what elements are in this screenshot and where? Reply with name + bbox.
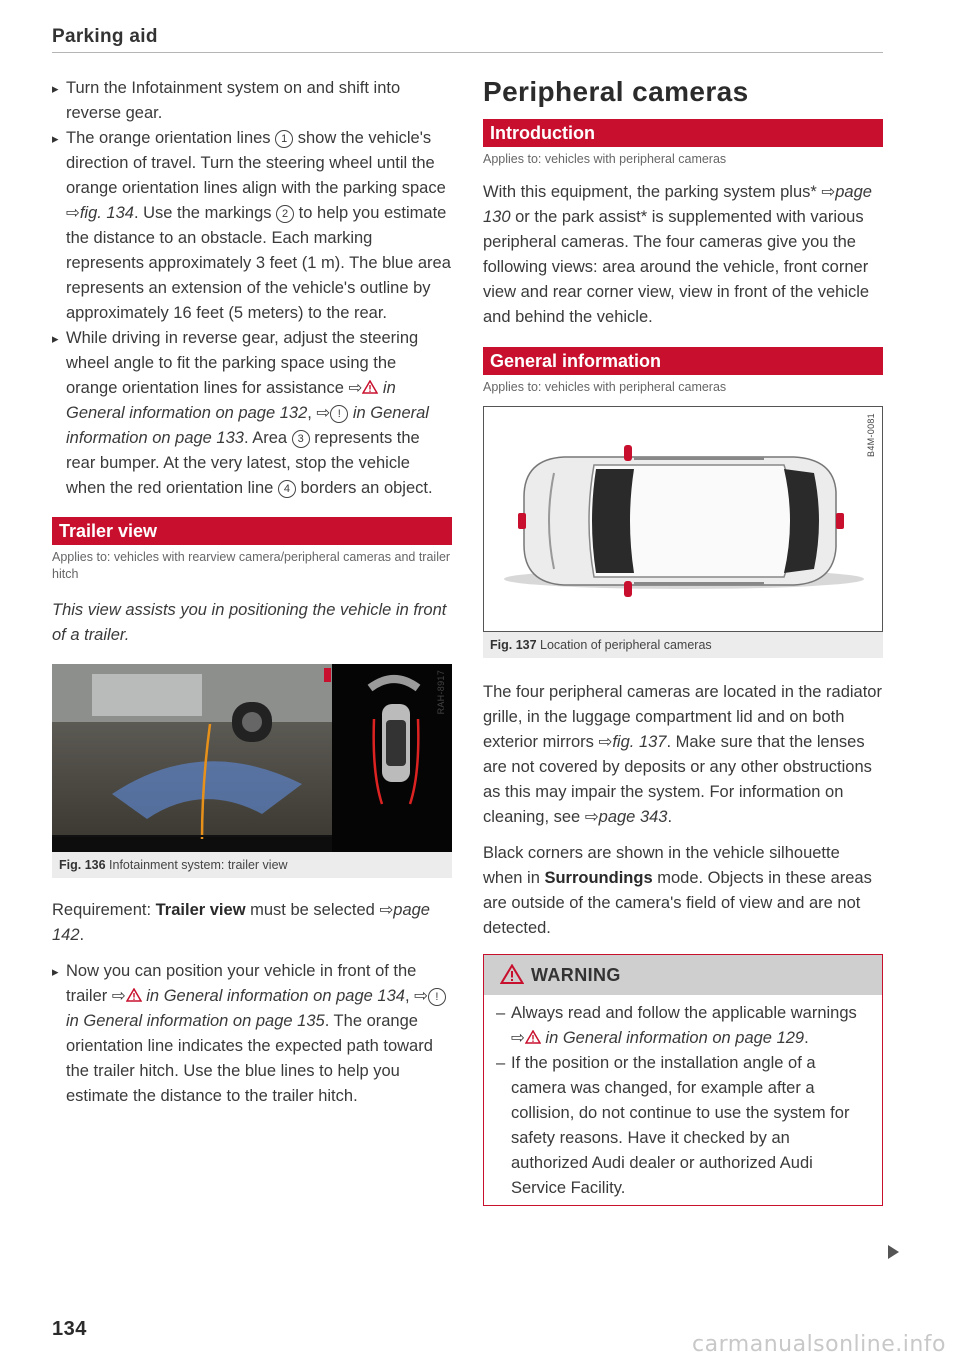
arrow-ref-icon: ⇨ bbox=[511, 1029, 525, 1047]
warning-triangle-icon bbox=[362, 380, 378, 394]
list-item: ▸ The orange orientation lines 1 show the vehicle's direction of travel. Turn the steering wheel until the orange orientation lines align with the parking space ⇨fig. 134. Use the markings 2 to help you estimate the distance to an obstacle. Each marking represents approximately 3 feet (1 m). The blue area represents an extension of the vehicle's outline by approximately 16 feet (5 meters) to the rear. bbox=[52, 126, 452, 326]
figure-caption: Fig. 136 Infotainment system: trailer view bbox=[59, 858, 288, 872]
arrow-ref-icon: ⇨ bbox=[598, 733, 613, 751]
watermark: carmanualsonline.info bbox=[692, 1332, 946, 1357]
page-ref-link[interactable]: page 343 bbox=[598, 808, 668, 826]
warning-header bbox=[484, 955, 882, 995]
arrow-ref-icon: ⇨ bbox=[821, 183, 836, 201]
list-item: – Always read and follow the applicable warnings ⇨ in General information on page 129. bbox=[496, 1001, 868, 1051]
page-header-title: Parking aid bbox=[52, 26, 158, 47]
list-item: ▸ Now you can position your vehicle in front of the trailer ⇨ in General information on page 134, ⇨ ! in General information on page 135. The orange orientation line indicates the expected path toward the trailer hitch. Use the blue lines to help you estimate the distance to the trailer hitch. bbox=[52, 959, 452, 1109]
warning-triangle-icon bbox=[126, 988, 142, 1002]
list-item: ▸ While driving in reverse gear, adjust the steering wheel angle to fit the parking space using the orange orientation lines for assistance ⇨ in General information on page 132, ⇨ ! in General information on page 133. Area 3 represents the rear bumper. At the very latest, stop the vehicle when the red orientation line 4 borders an object. bbox=[52, 326, 452, 501]
fig-ref-link[interactable]: fig. 137 bbox=[612, 733, 667, 751]
warning-ref-link[interactable]: in General information on page 129 bbox=[545, 1029, 805, 1047]
trailer-view-screen-image bbox=[52, 664, 452, 852]
arrow-ref-icon: ⇨ bbox=[379, 901, 394, 919]
vehicle-top-view-image bbox=[484, 407, 882, 631]
intro-paragraph: With this equipment, the parking system plus* ⇨page 130 or the park assist* is supplemented with various peripheral cameras. The four cameras give you the following views: area around the vehicle, front corner view and rear corner view, view in front of the vehicle and behind the vehicle. bbox=[483, 183, 872, 326]
trailer-intro: This view assists you in positioning the vehicle in front of a trailer. bbox=[52, 601, 447, 644]
chapter-title: Peripheral cameras bbox=[483, 76, 749, 107]
fig-ref-link[interactable]: fig. 134 bbox=[79, 204, 134, 222]
figure-frame bbox=[483, 406, 883, 632]
arrow-ref-icon: ⇨ bbox=[316, 404, 331, 422]
warning-title: WARNING bbox=[531, 965, 621, 985]
arrow-ref-icon: ⇨ bbox=[111, 987, 126, 1005]
instruction-list-top bbox=[52, 76, 452, 501]
page-number: 134 bbox=[52, 1318, 87, 1340]
arrow-ref-icon: ⇨ bbox=[584, 808, 599, 826]
black-corners-paragraph: Black corners are shown in the vehicle silhouette when in Surroundings mode. Objects in these areas are outside of the camera's field of view and are not detected. bbox=[483, 844, 872, 937]
warning-triangle-icon bbox=[525, 1030, 541, 1044]
warning-ref-link[interactable]: in General information on page 134 bbox=[146, 987, 405, 1005]
callout-1: 1 bbox=[275, 130, 293, 148]
instruction-list-bottom bbox=[52, 959, 452, 1109]
figure-code: B4M-0081 bbox=[866, 413, 876, 457]
info-icon: ! bbox=[330, 405, 348, 423]
applies-to-note: Applies to: vehicles with peripheral cameras bbox=[483, 380, 727, 394]
continue-arrow-icon bbox=[888, 1245, 899, 1259]
applies-to-note: Applies to: vehicles with rearview camera/peripheral cameras and trailer hitch bbox=[52, 550, 451, 581]
arrow-ref-icon: ⇨ bbox=[414, 987, 428, 1005]
figure-136 bbox=[52, 664, 452, 878]
warning-body bbox=[484, 995, 882, 1205]
list-item: – If the position or the installation angle of a camera was changed, for example after a collision, do not continue to use the system for safety reasons. Have it checked by an authorized Audi dealer or authorized Audi Service Facility. bbox=[496, 1051, 868, 1201]
section-title-general-information: General information bbox=[483, 347, 883, 375]
warning-list bbox=[496, 1001, 868, 1201]
note-ref-link[interactable]: in General information on page 133 bbox=[66, 404, 429, 447]
info-icon: ! bbox=[428, 988, 446, 1006]
section-title-trailer-view: Trailer view bbox=[52, 517, 452, 545]
figure-code: RAH-8917 bbox=[436, 670, 446, 715]
requirement-text: Requirement: Trailer view must be selected ⇨page 142. bbox=[52, 901, 430, 944]
list-item: ▸ Turn the Infotainment system on and shift into reverse gear. bbox=[52, 76, 452, 126]
callout-2: 2 bbox=[276, 205, 294, 223]
warning-box bbox=[483, 954, 883, 1206]
arrow-ref-icon: ⇨ bbox=[348, 379, 363, 397]
arrow-ref-icon: ⇨ bbox=[66, 204, 80, 222]
figure-137 bbox=[483, 406, 883, 658]
page-ref-link[interactable]: page 130 bbox=[483, 183, 872, 226]
left-column bbox=[52, 76, 452, 1109]
warning-ref-link[interactable]: in General information on page 132 bbox=[66, 379, 396, 422]
right-column bbox=[483, 76, 883, 1206]
camera-location-paragraph: The four peripheral cameras are located in the radiator grille, in the luggage compartment lid and on both exterior mirrors ⇨fig. 137. Make sure that the lenses are not covered by deposits or any other obstructions as this may impair the system. For information on cleaning, see ⇨page 343. bbox=[483, 683, 882, 826]
warning-triangle-icon bbox=[500, 964, 524, 984]
figure-caption: Fig. 137 Location of peripheral cameras bbox=[490, 638, 712, 652]
note-ref-link[interactable]: in General information on page 135 bbox=[66, 1012, 325, 1030]
page-ref-link[interactable]: page 142 bbox=[52, 901, 430, 944]
callout-4: 4 bbox=[278, 480, 296, 498]
callout-3: 3 bbox=[292, 430, 310, 448]
applies-to-note: Applies to: vehicles with peripheral cameras bbox=[483, 152, 727, 166]
header-divider bbox=[52, 52, 883, 53]
section-title-introduction: Introduction bbox=[483, 119, 883, 147]
